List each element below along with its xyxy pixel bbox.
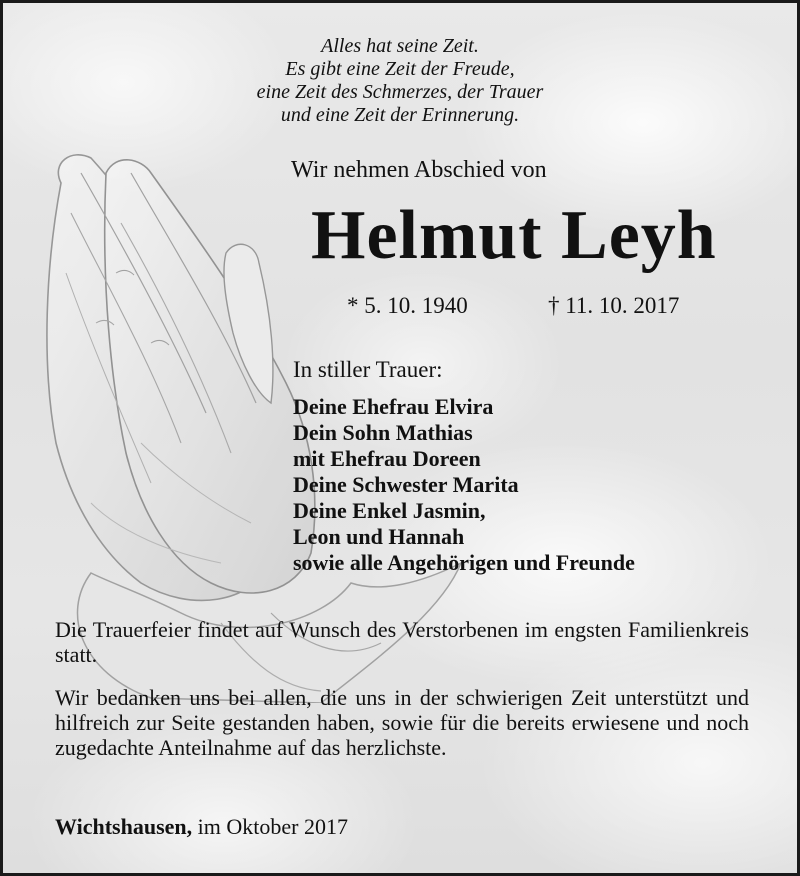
- birth-date: * 5. 10. 1940: [347, 293, 468, 318]
- funeral-note: Die Trauerfeier findet auf Wunsch des Verstorbenen im engsten Familienkreis statt.: [55, 617, 749, 667]
- deceased-name: Helmut Leyh: [311, 197, 717, 274]
- mourning-label: In stiller Trauer:: [293, 357, 443, 382]
- family-member: mit Ehefrau Doreen: [293, 446, 481, 471]
- family-member: sowie alle Angehörigen und Freunde: [293, 550, 635, 575]
- signoff-date: im Oktober 2017: [197, 814, 348, 839]
- farewell-intro: Wir nehmen Abschied von: [291, 157, 547, 183]
- death-date: † 11. 10. 2017: [548, 293, 680, 318]
- family-list: [293, 394, 635, 576]
- poem-line: und eine Zeit der Erinnerung.: [280, 104, 520, 126]
- family-member: Deine Ehefrau Elvira: [293, 394, 494, 419]
- family-member: Deine Schwester Marita: [293, 472, 519, 497]
- family-member: Leon und Hannah: [293, 524, 465, 549]
- signoff: [55, 814, 348, 840]
- poem: [3, 35, 797, 127]
- thanks-note: Wir bedanken uns bei allen, die uns in der schwierigen Zeit unterstützt und hilfreich zur Seite gestanden haben, sowie für die bereits erwiesene und noch zugedachte Anteilnahme auf das herzlichste.: [55, 685, 749, 760]
- poem-line: Alles hat seine Zeit.: [321, 35, 479, 57]
- signoff-place: Wichtshausen,: [55, 814, 193, 839]
- poem-line: eine Zeit des Schmerzes, der Trauer: [256, 81, 544, 103]
- family-member: Deine Enkel Jasmin,: [293, 498, 486, 523]
- family-member: Dein Sohn Mathias: [293, 420, 473, 445]
- poem-line: Es gibt eine Zeit der Freude,: [285, 58, 515, 80]
